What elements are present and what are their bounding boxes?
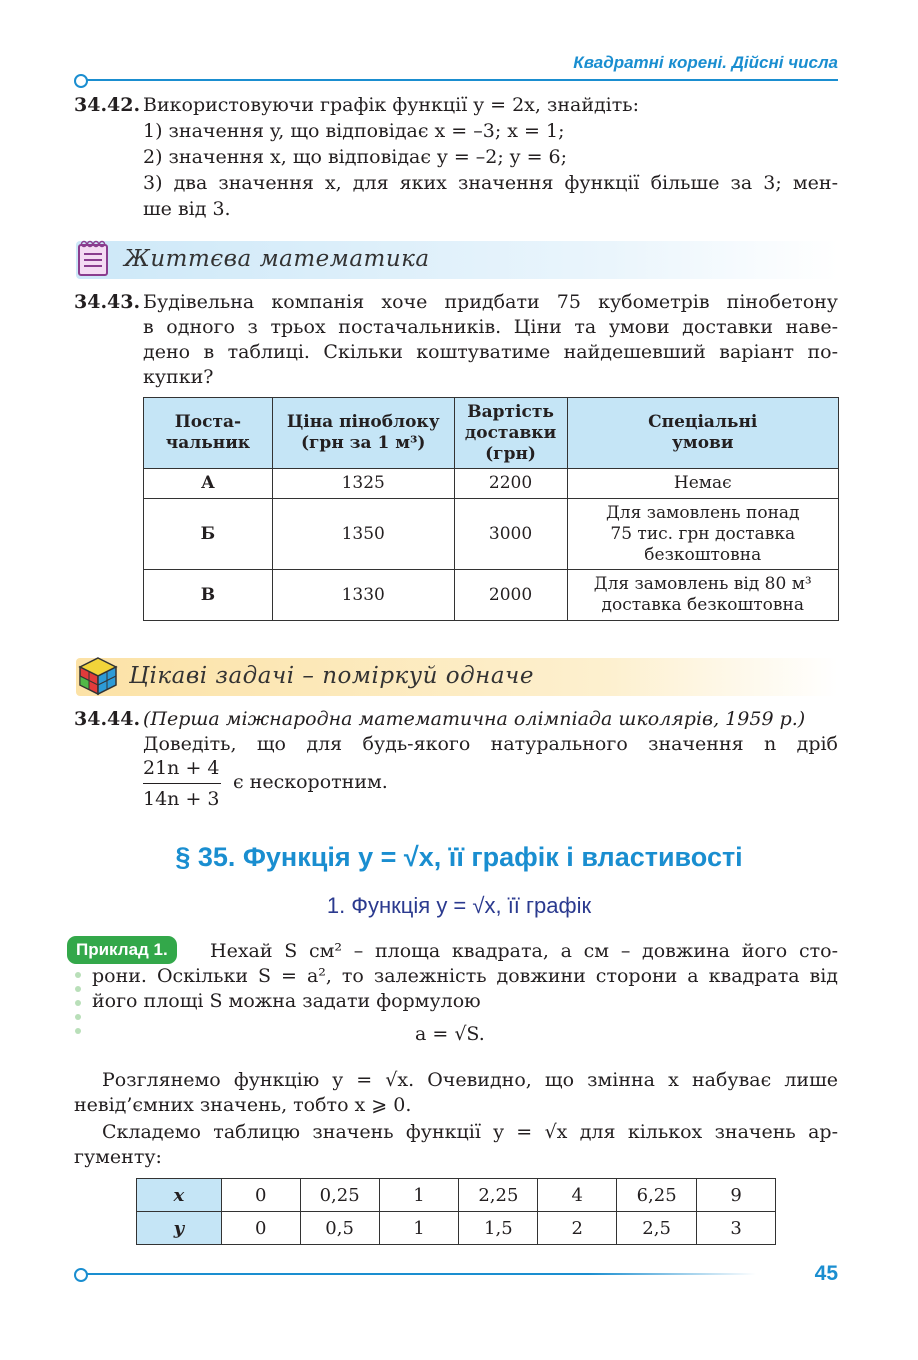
- problem-3443-line-3: дено в таблиці. Скільки коштуватиме найдешевший варіант по-: [143, 341, 838, 363]
- fraction-denominator: 14n + 3: [143, 788, 220, 810]
- problem-3442-line-3: 2) значення x, що відповідає y = –2; y = 6;: [143, 146, 568, 168]
- margin-dot: [75, 986, 81, 992]
- example-line-2: рони. Оскільки S = a², то залежність довжини сторони a квадрата від: [92, 965, 838, 987]
- problem-3442-line-5: ше від 3.: [143, 198, 231, 220]
- page-number: 45: [814, 1262, 838, 1285]
- table-cell: 0,25: [300, 1179, 379, 1212]
- table-cell: 3000: [454, 499, 567, 570]
- margin-dot: [75, 1000, 81, 1006]
- puzzles-banner-title: Цікаві задачі – поміркуй одначе: [129, 663, 534, 689]
- table-cell: 3: [697, 1212, 776, 1245]
- header-rule: [86, 79, 838, 81]
- table-cell: 9: [697, 1179, 776, 1212]
- paragraph-2-line-1: Складемо таблицю значень функції y = √x для кількох значень ар-: [102, 1121, 838, 1143]
- header-ring-icon: [74, 74, 88, 88]
- paragraph-1-line-1: Розглянемо функцію y = √x. Очевидно, що змінна x набуває лише: [102, 1069, 838, 1091]
- problem-number-3444: 34.44.: [74, 708, 141, 730]
- values-row-y: [137, 1212, 776, 1245]
- table-cell: Для замовлень від 80 м³ доставка безкоштовна: [567, 570, 838, 621]
- running-title: Квадратні корені. Дійсні числа: [573, 53, 838, 72]
- supplier-table-header-row: [144, 398, 839, 469]
- values-row-x: [137, 1179, 776, 1212]
- table-cell: А: [144, 469, 273, 499]
- table-cell: 0,5: [300, 1212, 379, 1245]
- table-header-cell: Поста- чальник: [144, 398, 273, 469]
- table-cell: 1350: [272, 499, 454, 570]
- problem-number-3443: 34.43.: [74, 291, 141, 313]
- table-cell: 1330: [272, 570, 454, 621]
- values-y-label: y: [137, 1212, 222, 1245]
- table-cell: 2: [538, 1212, 617, 1245]
- section-title: § 35. Функція y = √x, її графік і властивості: [175, 842, 743, 872]
- table-cell: 0: [221, 1212, 300, 1245]
- footer-ring-icon: [74, 1268, 88, 1282]
- paragraph-2-line-2: гументу:: [74, 1146, 162, 1168]
- margin-dot: [75, 972, 81, 978]
- table-cell: 2000: [454, 570, 567, 621]
- table-cell: 1: [379, 1179, 459, 1212]
- table-cell: Для замовлень понад 75 тис. грн доставка безкоштовна: [567, 499, 838, 570]
- margin-dot: [75, 1014, 81, 1020]
- table-cell: Б: [144, 499, 273, 570]
- table-cell: 6,25: [617, 1179, 697, 1212]
- fraction-numerator: 21n + 4: [143, 757, 220, 779]
- table-cell: 1325: [272, 469, 454, 499]
- values-x-label: x: [137, 1179, 222, 1212]
- table-cell: 2200: [454, 469, 567, 499]
- supplier-table: [143, 397, 839, 621]
- table-cell: 4: [538, 1179, 617, 1212]
- footer-rule: [86, 1273, 756, 1275]
- problem-3442-line-4: 3) два значення x, для яких значення функції більше за 3; мен-: [143, 172, 838, 194]
- life-math-banner-title: Життєва математика: [124, 246, 430, 272]
- problem-3442-line-2: 1) значення y, що відповідає x = –3; x = 1;: [143, 120, 565, 142]
- table-row: [144, 570, 839, 621]
- margin-dot: [75, 1028, 81, 1034]
- fraction-bar: [143, 783, 221, 784]
- table-row: [144, 499, 839, 570]
- table-cell: 1: [379, 1212, 459, 1245]
- table-header-cell: Ціна піноблоку (грн за 1 м³): [272, 398, 454, 469]
- problem-3443-line-4: купки?: [143, 366, 214, 388]
- table-cell: 0: [221, 1179, 300, 1212]
- subsection-title: 1. Функція y = √x, її графік: [326, 893, 592, 918]
- problem-3443-line-2: в одного з трьох постачальників. Ціни та умови доставки наве-: [143, 316, 838, 338]
- example-formula: a = √S.: [415, 1023, 485, 1045]
- example-badge: Приклад 1.: [67, 936, 177, 964]
- table-cell: 2,25: [459, 1179, 538, 1212]
- values-table: [136, 1178, 776, 1245]
- table-header-cell: Вартість доставки (грн): [454, 398, 567, 469]
- table-cell: Немає: [567, 469, 838, 499]
- notepad-icon: [76, 239, 110, 277]
- problem-3444-line-2: Доведіть, що для будь-якого натурального значення n дріб: [143, 733, 838, 755]
- problem-3444-conclusion: є нескоротним.: [233, 771, 388, 793]
- problem-3444-line-1: (Перша міжнародна математична олімпіада школярів, 1959 р.): [143, 708, 806, 730]
- table-row: [144, 469, 839, 499]
- table-cell: В: [144, 570, 273, 621]
- paragraph-1-line-2: невід’ємних значень, тобто x ⩾ 0.: [74, 1094, 412, 1116]
- problem-3443-line-1: Будівельна компанія хоче придбати 75 кубометрів пінобетону: [143, 291, 838, 313]
- problem-3442-line-1: Використовуючи графік функції y = 2x, знайдіть:: [143, 94, 640, 116]
- table-cell: 2,5: [617, 1212, 697, 1245]
- cube-icon: [77, 655, 119, 697]
- example-line-3: його площі S можна задати формулою: [92, 990, 481, 1012]
- example-line-1: Нехай S см² – площа квадрата, a см – довжина його сто-: [210, 940, 838, 962]
- problem-number-3442: 34.42.: [74, 94, 141, 116]
- table-cell: 1,5: [459, 1212, 538, 1245]
- table-header-cell: Спеціальні умови: [567, 398, 838, 469]
